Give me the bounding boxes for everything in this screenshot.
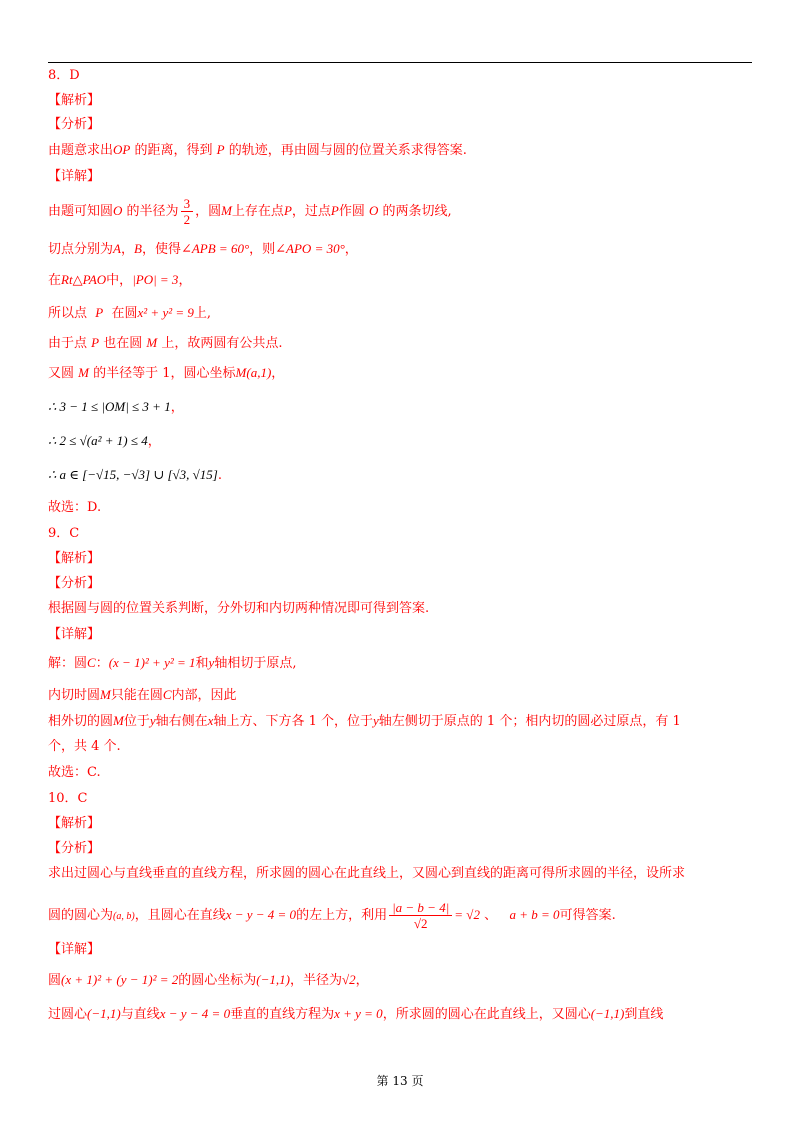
q10-xiangjie-heading: 【详解】 — [48, 942, 101, 957]
q8-jiexi-heading: 【解析】 — [48, 93, 101, 108]
q10-analysis-line-2: 圆的圆心为(a, b)，且圆心在直线x − y − 4 = 0的左上方，利用 $\frac{|a - b - 4|}{√2}$ = √2 、 a + b = 0可得答案. — [48, 900, 616, 931]
q9-detail-line-2: 内切时圆M只能在圆C内部，因此 — [48, 687, 237, 703]
q8-detail-line-2: 切点分别为A，B，使得∠APB = 60°，则∠APO = 30°， — [48, 241, 358, 257]
q9-detail-line-4: 个，共 4 个. — [48, 739, 121, 754]
q9-detail-line-1: 解：圆C：(x − 1)² + y² = 1和y轴相切于原点, — [48, 655, 297, 671]
q8-fenxi-heading: 【分析】 — [48, 117, 101, 132]
q10-analysis-line-1: 求出过圆心与直线垂直的直线方程，所求圆的圆心在此直线上，又圆心到直线的距离可得所求圆的半径，设所求 — [48, 866, 686, 881]
q9-answer: 9．C — [48, 526, 80, 541]
page-number: 第 13 页 — [376, 1074, 424, 1088]
q10-fenxi-heading: 【分析】 — [48, 841, 101, 856]
q8-analysis: 由题意求出OP 的距离，得到 P 的轨迹，再由圆与圆的位置关系求得答案. — [48, 142, 467, 158]
distance-fraction: $\frac{|a - b - 4|}{√2}$ — [389, 900, 452, 931]
q8-detail-line-9: ∴ a ∈ [−√15, −√3] ∪ [√3, √15]. — [48, 467, 222, 483]
q9-fenxi-heading: 【分析】 — [48, 576, 101, 591]
q8-detail-line-8: ∴ 2 ≤ √(a² + 1) ≤ 4， — [48, 433, 161, 449]
q8-detail-line-3: 在Rt△PAO中，|PO| = 3， — [48, 272, 192, 288]
q10-answer: 10．C — [48, 791, 88, 806]
q9-analysis: 根据圆与圆的位置关系判断，分外切和内切两种情况即可得到答案. — [48, 601, 430, 616]
header-rule — [48, 62, 752, 63]
q8-detail-line-1: 由题可知圆O 的半径为 $\frac{3}{2}$ ，圆M上存在点P，过点P作圆 O 的两条切线, — [48, 196, 452, 227]
q8-detail-line-5: 由于点 P 也在圆 M 上，故两圆有公共点. — [48, 335, 283, 351]
q9-xiangjie-heading: 【详解】 — [48, 627, 101, 642]
q8-xiangjie-heading: 【详解】 — [48, 169, 101, 184]
q10-detail-line-1: 圆(x + 1)² + (y − 1)² = 2的圆心坐标为(−1,1)，半径为√2， — [48, 972, 369, 988]
q8-detail-line-6: 又圆 M 的半径等于 1，圆心坐标M(a,1)， — [48, 365, 285, 381]
q9-detail-line-3: 相外切的圆M位于y轴右侧在x轴上方、下方各 1 个，位于y轴左侧切于原点的 1 个；相内切的圆必过原点，有 1 — [48, 713, 681, 729]
q10-jiexi-heading: 【解析】 — [48, 816, 101, 831]
q8-detail-line-7: ∴ 3 − 1 ≤ |OM| ≤ 3 + 1， — [48, 399, 184, 415]
fraction-three-halves: $\frac{3}{2}$ — [181, 196, 194, 227]
q9-jiexi-heading: 【解析】 — [48, 551, 101, 566]
q10-detail-line-2: 过圆心(−1,1)与直线x − y − 4 = 0垂直的直线方程为x + y = 0，所求圆的圆心在此直线上，又圆心(−1,1)到直线 — [48, 1006, 664, 1022]
q9-choose: 故选：C. — [48, 765, 101, 780]
q8-answer: 8．D — [48, 68, 80, 83]
q8-choose: 故选：D. — [48, 500, 102, 515]
q8-detail-line-4: 所以点 P 在圆x² + y² = 9上, — [48, 305, 212, 321]
